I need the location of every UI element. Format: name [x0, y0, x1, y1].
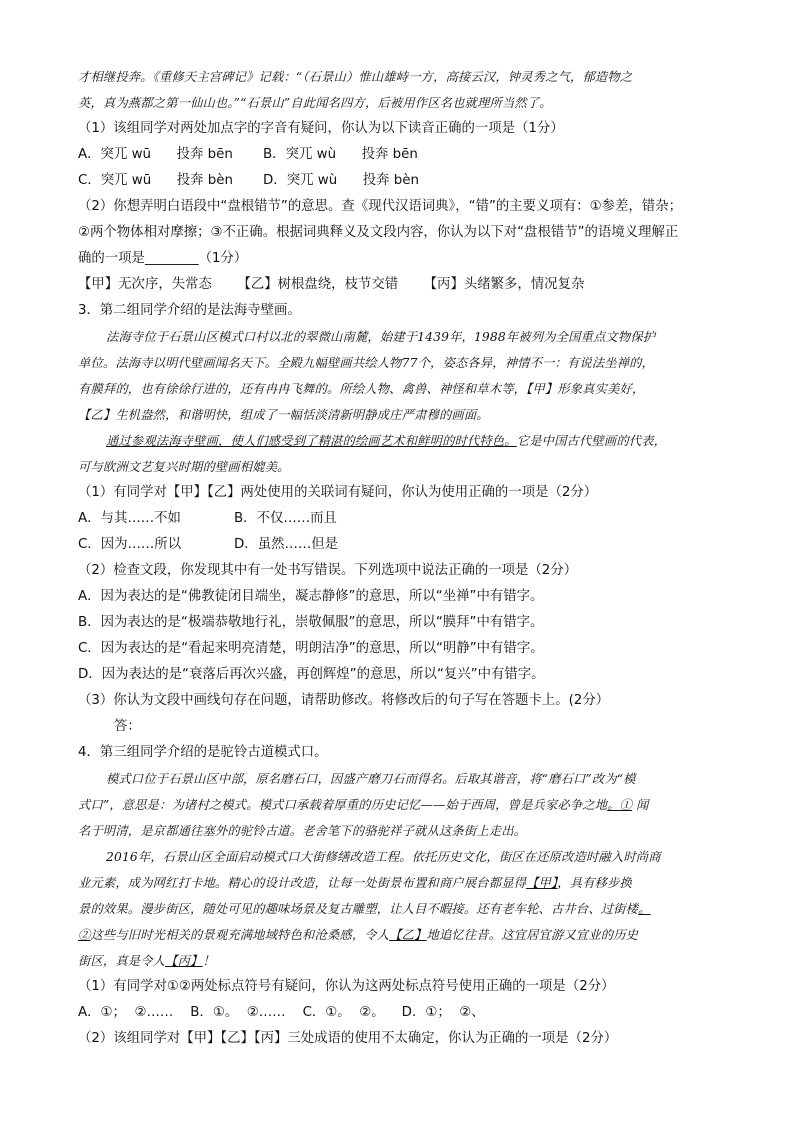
passage-text: 街区，真是令人 — [78, 954, 166, 968]
passage-text: 业元素，成为网红打卡地。精心的设计改造，让每一处街景布置和商户展台都显得 — [78, 876, 527, 890]
passage-line: 名于明清，是京都通往塞外的驼铃古道。老舍笔下的骆驼祥子就从这条街上走出。 — [78, 824, 527, 838]
option-a: A．突兀 wū 投奔 bēn — [78, 147, 233, 162]
question-stem: （1）该组同学对两处加点字的字音有疑问，你认为以下读音正确的一项是（1分） — [78, 121, 564, 136]
passage-text: ，具有移步换 — [557, 876, 632, 890]
passage-line — [78, 948, 742, 974]
section-title: 3．第二组同学介绍的是法海寺壁画。 — [78, 303, 301, 318]
passage-text: 式口”，意思是：为诸村之模式。模式口承载着厚重的历史记忆——始于西周，曾是兵家必争之地 — [78, 798, 608, 812]
passage-line: 2016年，石景山区全面启动模式口大街修缮改造工程。依托历史文化，街区在还原改造时融入时尚商 — [106, 850, 661, 864]
options-row — [78, 168, 742, 194]
marker-1: 。① — [607, 798, 633, 812]
question-stem: （1）有同学对①②两处标点符号有疑问，你认为这两处标点符号使用正确的一项是（2分） — [78, 979, 615, 994]
options-row — [78, 142, 742, 168]
passage-line: 可与欧洲文艺复兴时期的壁画相媲美。 — [78, 460, 290, 474]
blank-jia: 【甲】 — [526, 876, 558, 890]
underlined-sentence: 通过参观法海寺壁画，使人们感受到了精湛的绘画艺术和鲜明的时代特色。 — [106, 434, 517, 448]
question-stem: （1）有同学对【甲】【乙】两处使用的关联词有疑问，你认为使用正确的一项是（2分） — [78, 485, 598, 500]
passage-line: 英，真为燕都之第一仙山也。”“石景山”自此闻名四方，后被用作区名也就理所当然了。 — [78, 96, 552, 110]
passage-line: 法海寺位于石景山区模式口村以北的翠微山南麓，始建于1439年，1988年被列为全国重点文物保护 — [106, 330, 656, 344]
options-row: A．①； ②…… B．①。 ②…… C．①。 ②。 D．①； ②、 — [78, 1005, 485, 1020]
passage-line: 有膜拜的，也有徐徐行进的，还有冉冉飞舞的。所绘人物、禽兽、神怪和草木等，【甲】形象真实美好， — [78, 382, 645, 396]
passage-text: ！ — [202, 954, 215, 968]
answer-label: 答： — [114, 719, 141, 734]
option-b: B．因为表达的是“极端恭敬地行礼，崇敬佩服”的意思，所以“膜拜”中有错字。 — [78, 615, 544, 630]
question-stem: （2）你想弄明白语段中“盘根错节”的意思。查《现代汉语词典》，“错”的主要义项有：①参差，错杂； — [78, 199, 682, 214]
option-c: C．突兀 wū 投奔 bèn — [78, 173, 234, 188]
option-d: D．突兀 wù 投奔 bèn — [263, 173, 419, 188]
passage-line: 【乙】生机盎然，和谐明快，组成了一幅恬淡清新明静成庄严肃穆的画面。 — [78, 408, 489, 422]
passage-line: 模式口位于石景山区中部，原名磨石口，因盛产磨刀石而得名。后取其谐音，将“磨石口”改为“模 — [106, 772, 636, 786]
question-stem: （2）检查文段，你发现其中有一处书写错误。下列选项中说法正确的一项是（2分） — [78, 563, 578, 578]
question-stem: （2）该组同学对【甲】【乙】【丙】三处成语的使用不太确定，你认为正确的一项是（2分） — [78, 1031, 618, 1046]
question-stem: （3）你认为文段中画线句存在问题，请帮助修改。将修改后的句子写在答题卡上。(2分） — [78, 693, 610, 708]
section-title: 4．第三组同学介绍的是驼铃古道模式口。 — [78, 745, 328, 760]
option-d: D．虽然……但是 — [234, 537, 339, 552]
option-a: A．因为表达的是“佛教徒闭目端坐，凝志静修”的意思，所以“坐禅”中有错字。 — [78, 589, 544, 604]
option-b: B．不仅……而且 — [234, 511, 337, 526]
passage-text: 景的效果。漫步街区，随处可见的趣味场景及复古雕塑，让人目不暇接。还有老车轮、古井台、过街楼 — [78, 902, 639, 916]
question-stem: ②两个物体相对摩擦；③不正确。根据词典释义及文段内容，你认为以下对“盘根错节”的语境义理解正 — [78, 225, 679, 240]
marker-2: ② — [78, 928, 91, 942]
options-row: 【甲】无次序，失常态 【乙】树根盘绕，枝节交错 【丙】头绪繁多，情况复杂 — [78, 277, 585, 292]
passage-line: 才相继投奔。《重修天主宫碑记》记载：“（石景山）惟山雄峙一方，高接云汉，钟灵秀之气，郁造物之 — [78, 70, 633, 84]
option-c: C．因为表达的是“看起来明亮清楚，明朗洁净”的意思，所以“明静”中有错字。 — [78, 641, 544, 656]
passage-text: 闻 — [632, 798, 649, 812]
passage-line — [78, 922, 742, 948]
passage-line — [78, 896, 742, 922]
passage-line: 单位。法海寺以明代壁画闻名天下。全殿九幅壁画共绘人物77个，姿态各异，神情不一：有说法坐禅的， — [78, 356, 655, 370]
blank-bing: 【丙】 — [165, 954, 203, 968]
option-c: C．因为……所以 — [78, 537, 182, 552]
option-a: A．与其……不如 — [78, 511, 181, 526]
option-b: B．突兀 wù 投奔 bēn — [263, 147, 418, 162]
question-stem: 确的一项是________（1分） — [78, 251, 248, 266]
passage-text: 这些与旧时光相关的景观充满地域特色和沧桑感，令人 — [90, 928, 390, 942]
passage-line — [78, 870, 742, 896]
options-row — [78, 532, 742, 558]
passage-line — [78, 428, 742, 454]
options-row — [78, 506, 742, 532]
passage-text: 地追忆往昔。这宜居宜游又宜业的历史 — [426, 928, 639, 942]
marker-blank: 。 — [638, 902, 651, 916]
option-d: D．因为表达的是“衰落后再次兴盛，再创辉煌”的意思，所以“复兴”中有错字。 — [78, 667, 545, 682]
passage-line — [78, 792, 742, 818]
passage-text: 它是中国古代壁画的代表， — [516, 434, 667, 448]
blank-yi: 【乙】 — [389, 928, 427, 942]
